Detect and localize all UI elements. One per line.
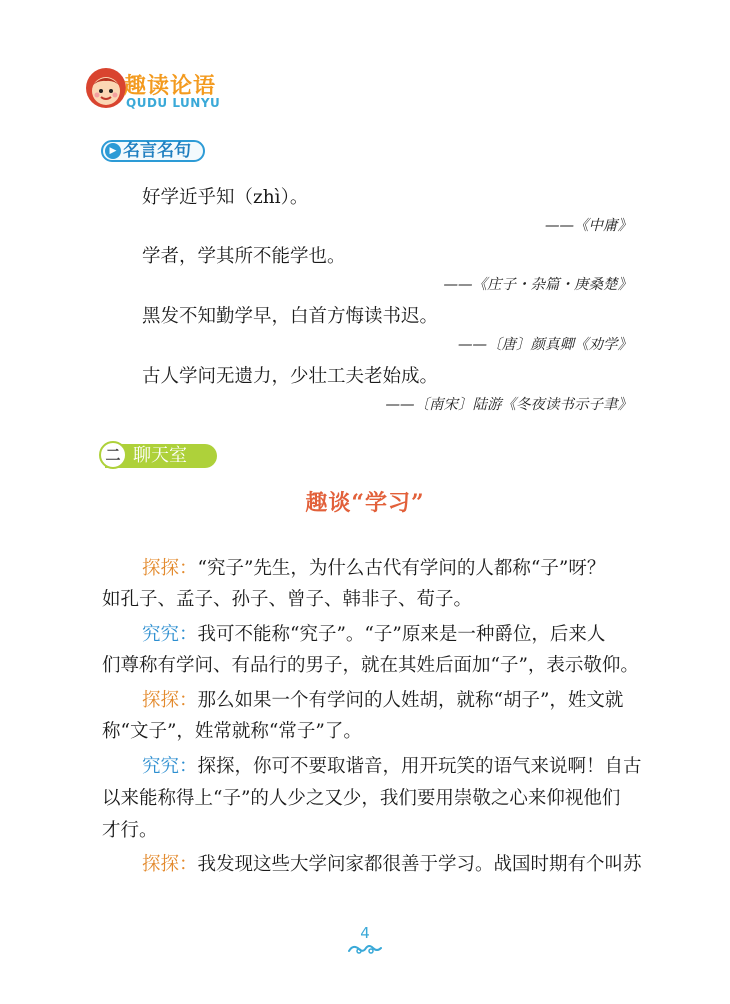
quote-text: 好学近乎知（zhì）。 bbox=[142, 187, 309, 208]
dialogue-line bbox=[142, 754, 642, 780]
quote-source: ——《中庸》 bbox=[545, 218, 632, 234]
speaker-tantan: 探探： bbox=[142, 854, 198, 875]
speaker-jiujiu: 究究： bbox=[142, 756, 198, 777]
cloud-ornament-icon bbox=[347, 942, 383, 956]
logo-subtitle: QUDU LUNYU bbox=[126, 96, 221, 110]
logo-title: 趣读论语 bbox=[124, 74, 217, 99]
book-logo bbox=[84, 66, 254, 112]
section-number: 二 bbox=[99, 441, 127, 469]
dialogue-text: 我发现这些大学问家都很善于学习。战国时期有个叫苏 bbox=[197, 854, 642, 875]
quote-text: 黑发不知勤学早，白首方悔读书迟。 bbox=[142, 306, 439, 327]
quote-text: 学者，学其所不能学也。 bbox=[142, 246, 346, 267]
play-icon: ▶ bbox=[105, 143, 121, 159]
quote-text: 古人学问无遗力，少壮工夫老始成。 bbox=[142, 366, 439, 387]
chat-title: 趣谈“学习” bbox=[305, 490, 425, 516]
dialogue-line bbox=[142, 556, 605, 582]
quotes-section-header bbox=[101, 140, 207, 164]
child-face-icon bbox=[84, 66, 128, 110]
chat-section-header bbox=[99, 441, 219, 471]
speaker-tantan: 探探： bbox=[142, 690, 198, 711]
quote-source: ——〔南宋〕陆游《冬夜读书示子聿》 bbox=[385, 397, 632, 413]
dialogue-text: 探探，你可不要取谐音，用开玩笑的语气来说啊！自古 bbox=[197, 756, 642, 777]
chat-section-label: 聊天室 bbox=[133, 445, 187, 466]
quotes-section-label: 名言名句 bbox=[123, 141, 191, 161]
dialogue-line bbox=[142, 852, 642, 878]
dialogue-line: 如孔子、孟子、孙子、曾子、韩非子、荀子。 bbox=[102, 589, 473, 610]
dialogue-line bbox=[142, 688, 623, 714]
quote-source: ——〔唐〕颜真卿《劝学》 bbox=[458, 337, 632, 353]
dialogue-line: 们尊称有学问、有品行的男子，就在其姓后面加“子”，表示敬仰。 bbox=[102, 655, 639, 676]
dialogue-text: 那么如果一个有学问的人姓胡，就称“胡子”，姓文就 bbox=[197, 690, 624, 711]
speaker-jiujiu: 究究： bbox=[142, 624, 198, 645]
dialogue-text: “究子”先生，为什么古代有学问的人都称“子”呀？ bbox=[197, 558, 606, 579]
dialogue-line: 称“文子”，姓常就称“常子”了。 bbox=[102, 721, 362, 742]
dialogue-line: 才行。 bbox=[102, 820, 158, 841]
quote-source: ——《庄子・杂篇・庚桑楚》 bbox=[443, 277, 632, 293]
page-number: 4 bbox=[360, 924, 370, 942]
dialogue-line: 以来能称得上“子”的人少之又少，我们要用崇敬之心来仰视他们 bbox=[102, 788, 621, 809]
dialogue-text: 我可不能称“究子”。“子”原来是一种爵位，后来人 bbox=[197, 624, 606, 645]
dialogue-line bbox=[142, 622, 605, 648]
speaker-tantan: 探探： bbox=[142, 558, 198, 579]
